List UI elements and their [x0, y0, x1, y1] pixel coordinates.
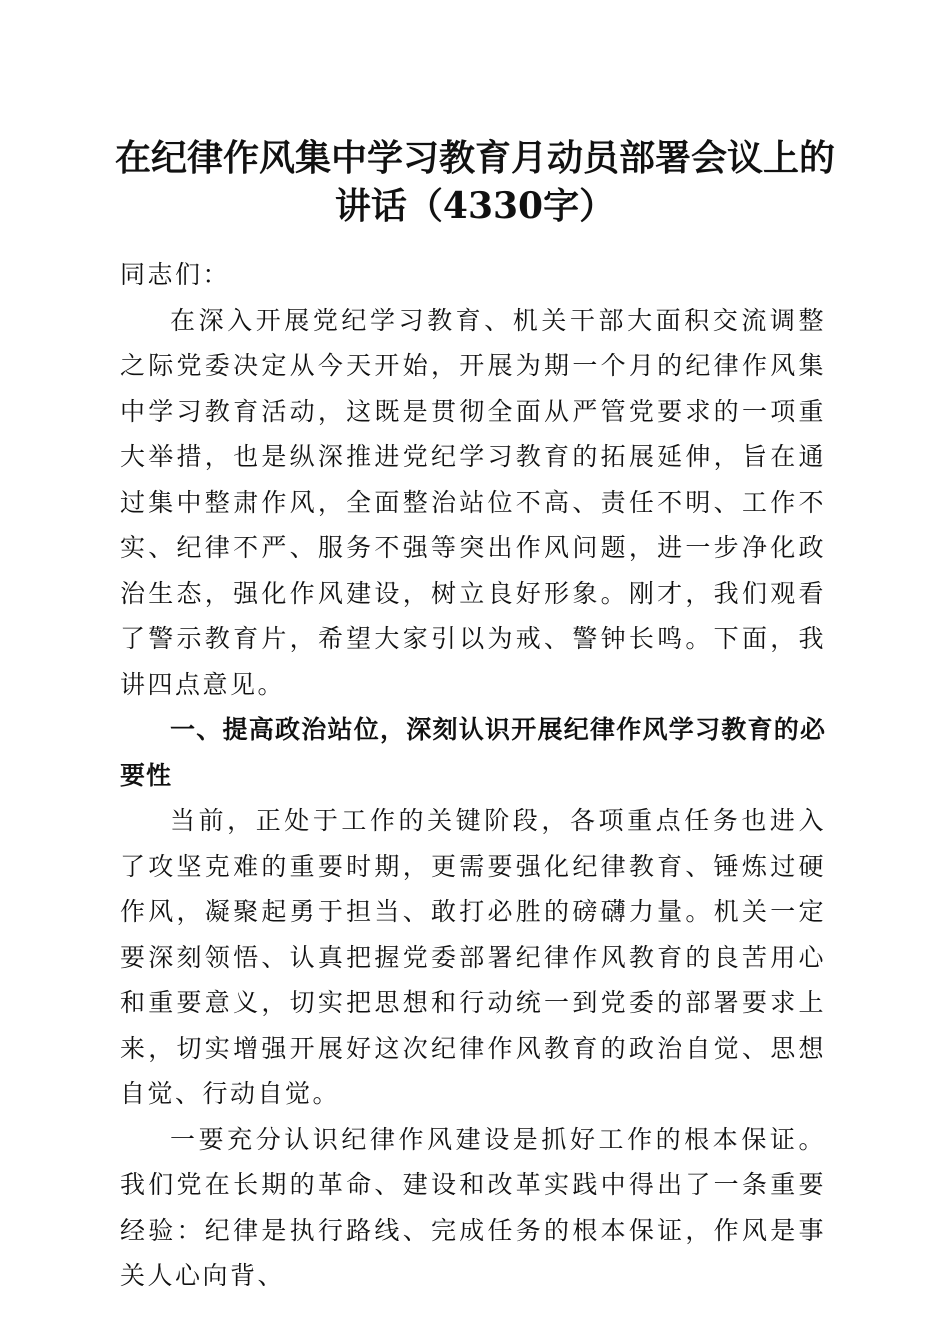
section-1-paragraph-1: 当前，正处于工作的关键阶段，各项重点任务也进入了攻坚克难的重要时期，更需要强化纪律教育、锤炼过硬作风，凝聚起勇于担当、敢打必胜的磅礴力量。机关一定要深刻领悟、认真把握党委部署纪律作风教育的良苦用心和重要意义，切实把思想和行动统一到党委的部署要求上来，切实增强开展好这次纪律作风教育的政治自觉、思想自觉、行动自觉。 — [120, 806, 826, 1108]
document-title: 在纪律作风集中学习教育月动员部署会议上的讲话（4330字） — [114, 137, 835, 227]
document-body — [120, 252, 826, 1299]
section-heading-1: 一、提高政治站位，深刻认识开展纪律作风学习教育的必要性 — [120, 715, 826, 790]
salutation: 同志们： — [120, 260, 231, 289]
intro-paragraph: 在深入开展党纪学习教育、机关干部大面积交流调整之际党委决定从今天开始，开展为期一个月的纪律作风集中学习教育活动，这既是贯彻全面从严管党要求的一项重大举措，也是纵深推进党纪学习教育的拓展延伸，旨在通过集中整肃作风，全面整治站位不高、责任不明、工作不实、纪律不严、服务不强等突出作风问题，进一步净化政治生态，强化作风建设，树立良好形象。刚才，我们观看了警示教育片，希望大家引以为戒、警钟长鸣。下面，我讲四点意见。 — [120, 305, 826, 699]
section-1-paragraph-2: 一要充分认识纪律作风建设是抓好工作的根本保证。我们党在长期的革命、建设和改革实践中得出了一条重要经验：纪律是执行路线、完成任务的根本保证，作风是事关人心向背、 — [120, 1124, 826, 1290]
